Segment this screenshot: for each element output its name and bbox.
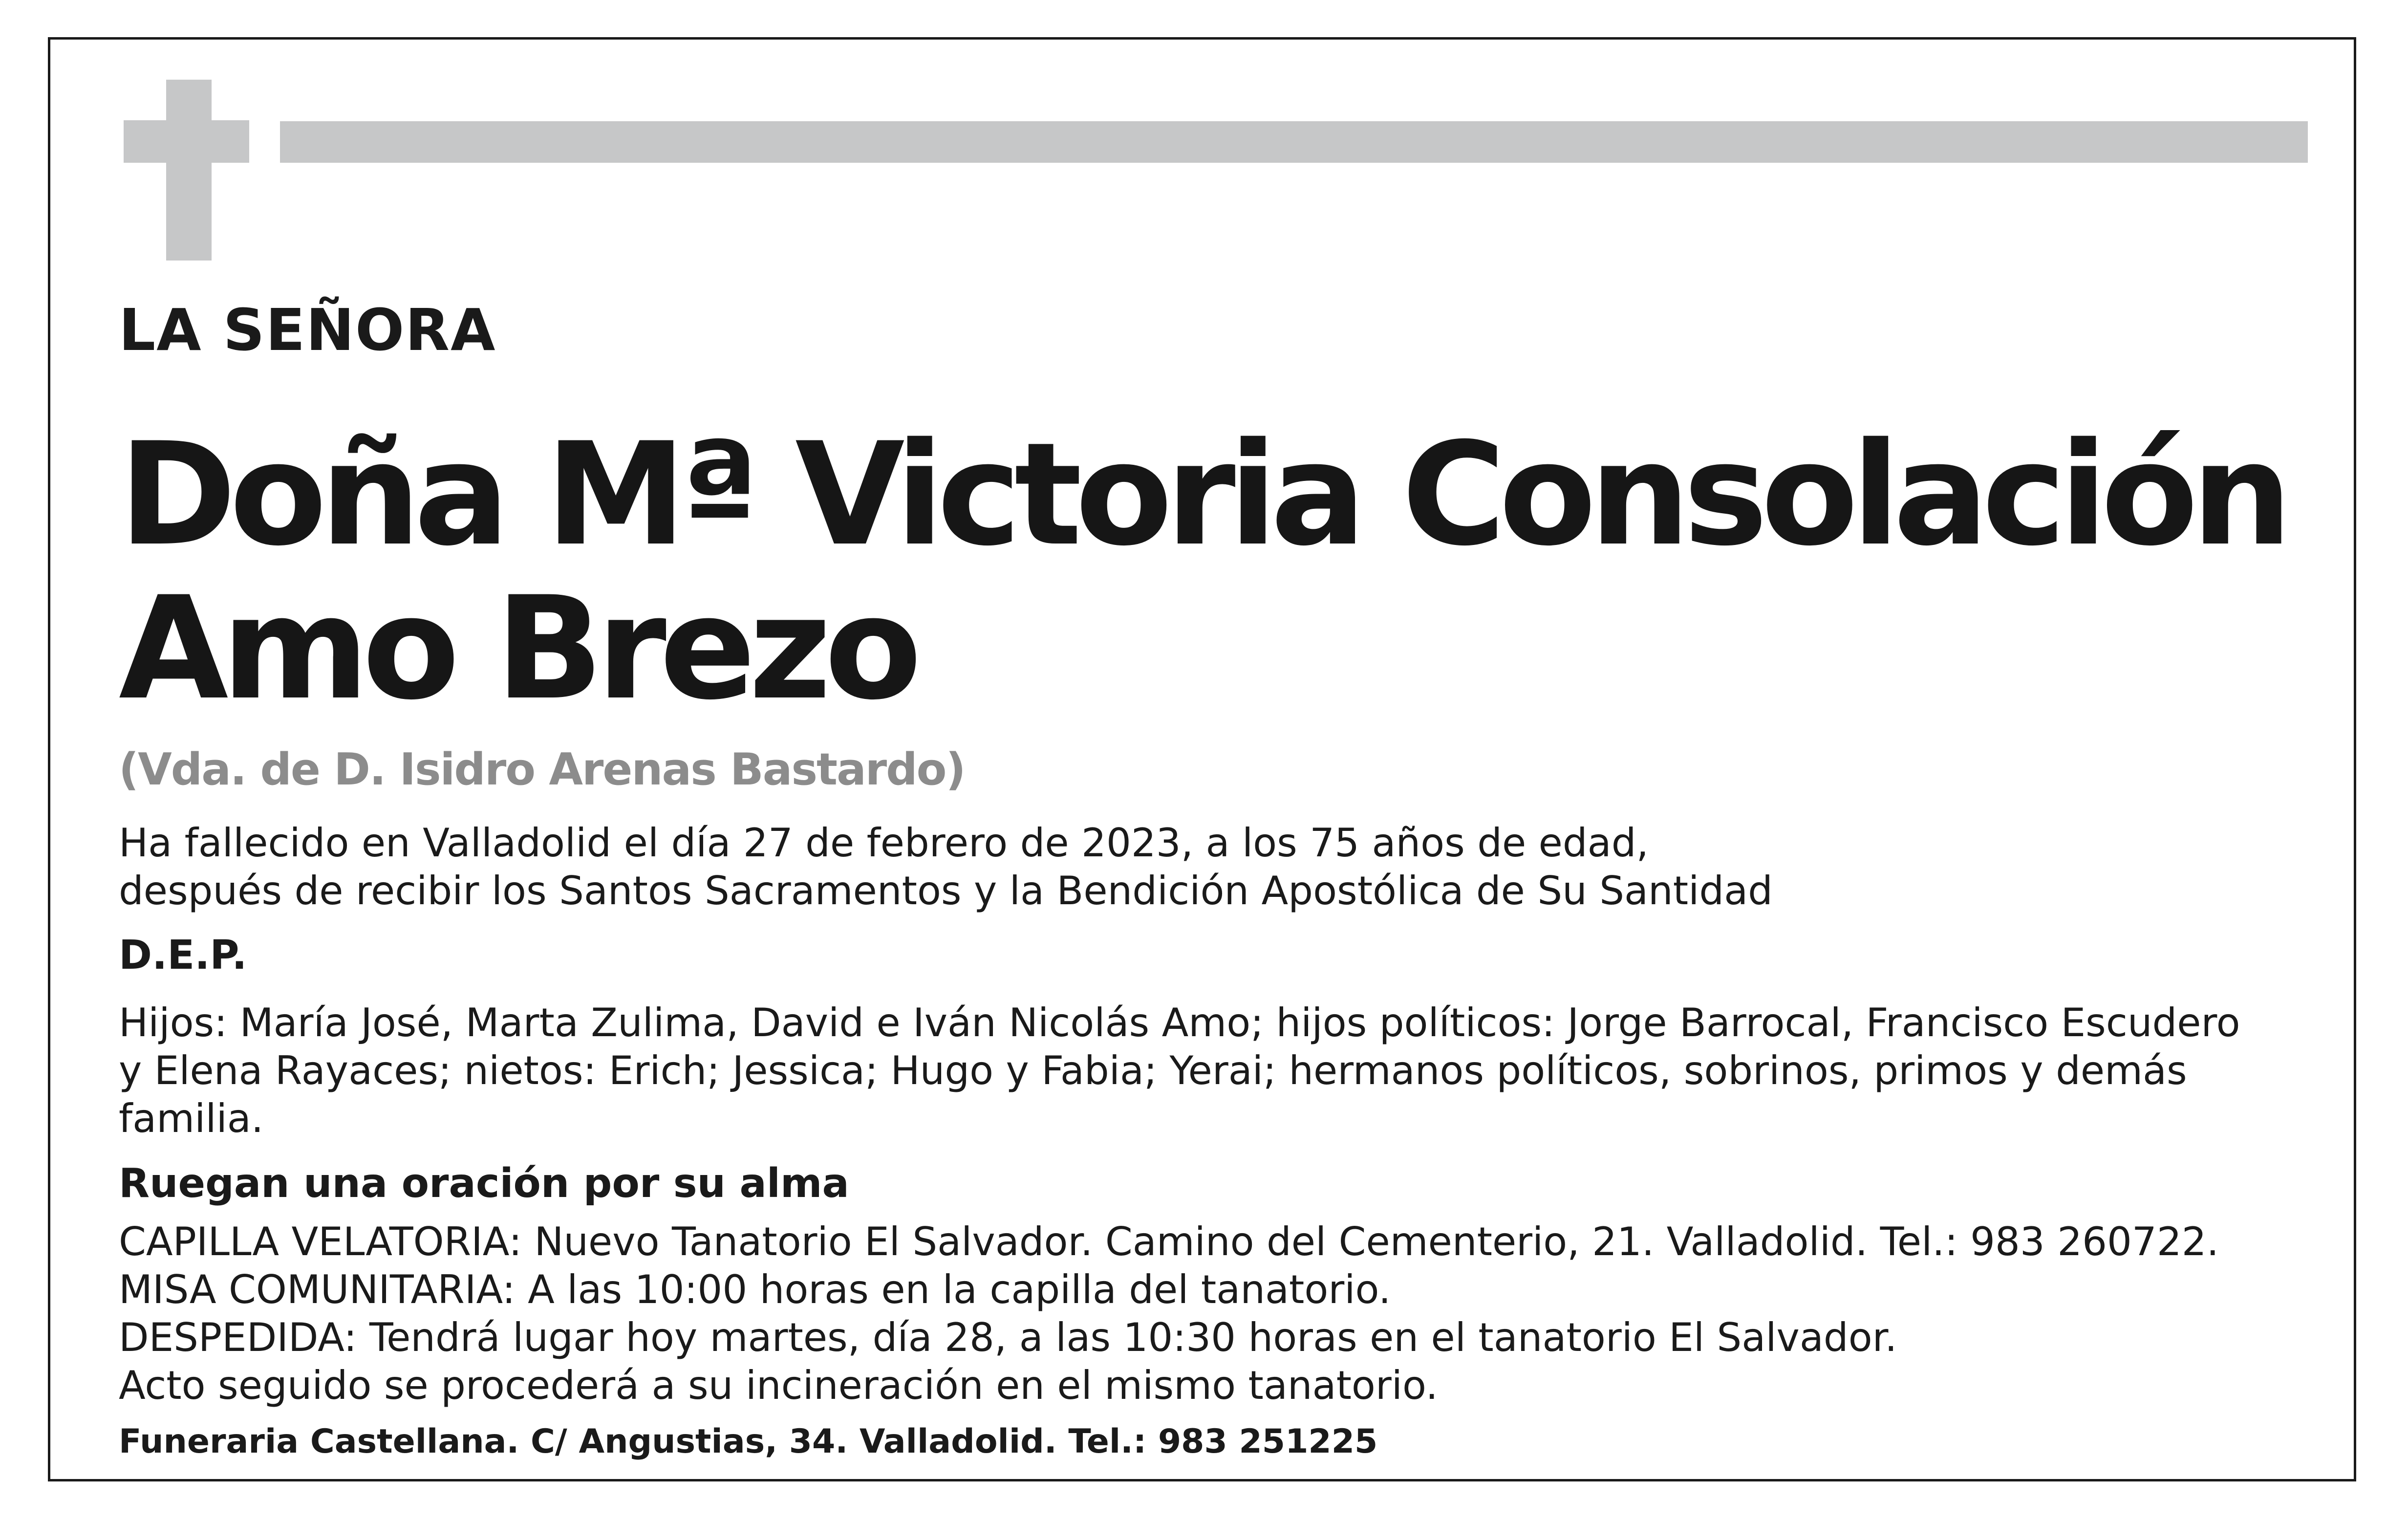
family-list bbox=[119, 999, 2240, 1143]
funeral-home: Funeraria Castellana. C/ Angustias, 34. Valladolid. Tel.: 983 251225 bbox=[119, 1422, 1378, 1461]
family-line-3: familia. bbox=[119, 1096, 264, 1141]
intro-title: LA SEÑORA bbox=[119, 296, 496, 364]
widow-of: (Vda. de D. Isidro Arenas Bastardo) bbox=[119, 744, 965, 795]
mass-details: MISA COMUNITARIA: A las 10:00 horas en la capilla del tanatorio. bbox=[119, 1267, 1391, 1312]
death-announcement bbox=[119, 819, 1773, 915]
announcement-line-2: después de recibir los Santos Sacramentos y la Bendición Apostólica de Su Santidad bbox=[119, 868, 1773, 914]
chapel-details: CAPILLA VELATORIA: Nuevo Tanatorio El Salvador. Camino del Cementerio, 21. Valladolid. Tel.: 983 260722. bbox=[119, 1219, 2219, 1264]
farewell-details: DESPEDIDA: Tendrá lugar hoy martes, día 28, a las 10:30 horas en el tanatorio El Salvador. bbox=[119, 1315, 1897, 1360]
family-line-2: y Elena Rayaces; nietos: Erich; Jessica; Hugo y Fabia; Yerai; hermanos políticos, sobrinos, primos y demás bbox=[119, 1048, 2187, 1093]
announcement-line-1: Ha fallecido en Valladolid el día 27 de febrero de 2023, a los 75 años de edad, bbox=[119, 820, 1649, 866]
prayer-request: Ruegan una oración por su alma bbox=[119, 1160, 849, 1207]
deceased-name-line-1: Doña Mª Victoria Consolación bbox=[119, 413, 2286, 577]
header-rule bbox=[280, 121, 2308, 163]
cremation-details: Acto seguido se procederá a su incineración en el mismo tanatorio. bbox=[119, 1363, 1438, 1408]
cross-vertical-beam bbox=[166, 80, 212, 261]
family-line-1: Hijos: María José, Marta Zulima, David e Iván Nicolás Amo; hijos políticos: Jorge Barrocal, Francisco Escudero bbox=[119, 1000, 2240, 1045]
rip-abbreviation: D.E.P. bbox=[119, 932, 247, 979]
service-details bbox=[119, 1218, 2219, 1410]
deceased-name bbox=[119, 413, 2286, 731]
cross-horizontal-beam bbox=[124, 120, 249, 163]
deceased-name-line-2: Amo Brezo bbox=[119, 566, 915, 731]
